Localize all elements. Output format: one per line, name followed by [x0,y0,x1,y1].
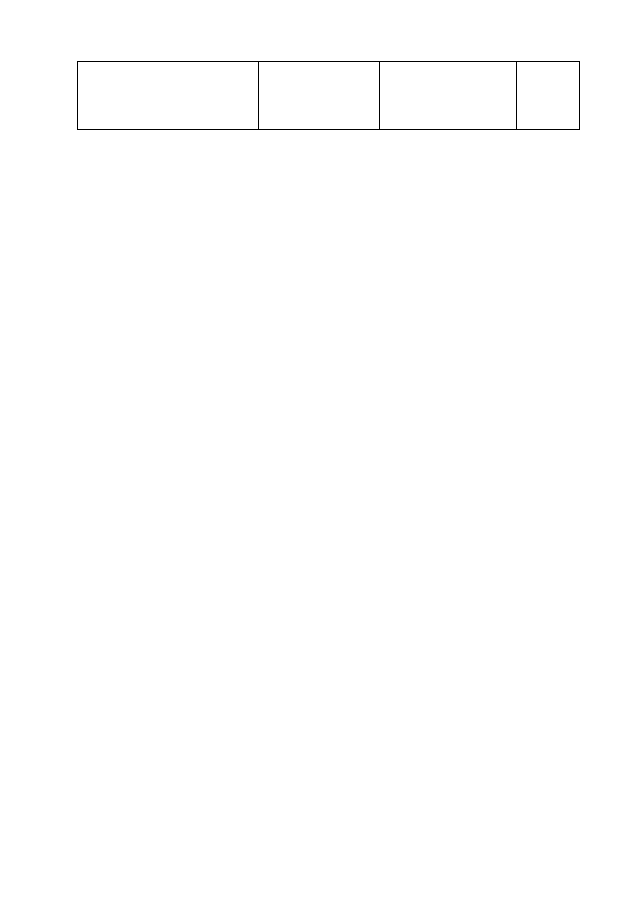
header-forestry-name [259,62,380,130]
header-use-type [78,62,259,130]
header-area [517,62,580,130]
header-quarters-list [380,62,517,130]
table-header-row [78,62,580,130]
forest-use-table [77,61,580,130]
